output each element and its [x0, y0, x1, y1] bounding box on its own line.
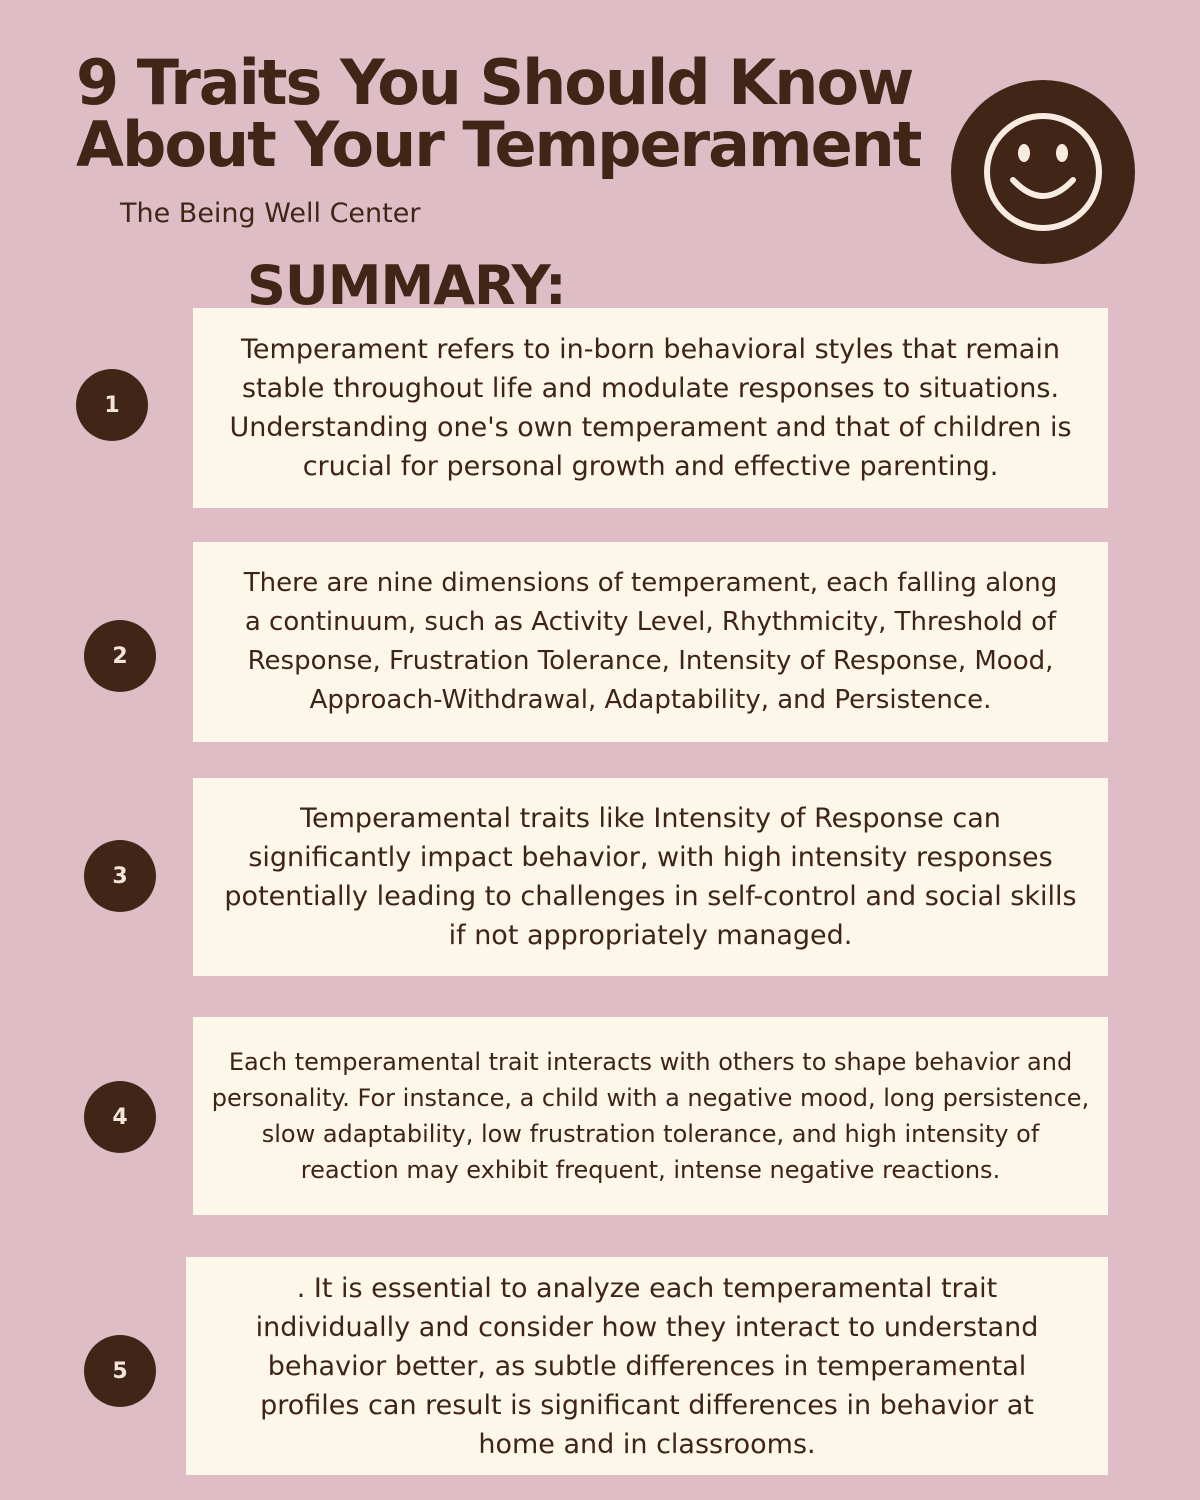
- summary-text: Each temperamental trait interacts with others to shape behavior and personality. For instance, a child with a negative mood, long persistence, slow adaptability, low frustration tolerance, and high intensity of reaction may exhibit frequent, intense negative reactions.: [211, 1048, 1090, 1184]
- item-number-badge: 5: [84, 1335, 156, 1407]
- title-line-2: About Your Temperament: [76, 108, 921, 181]
- summary-text: Temperament refers to in-born behavioral styles that remain stable throughout life and modulate responses to situations. Understanding one's own temperament and that of children is crucial for personal growth and effective parenting.: [229, 334, 1072, 482]
- summary-card: [193, 308, 1108, 508]
- summary-card: [193, 778, 1108, 976]
- summary-text: . It is essential to analyze each temperamental trait individually and consider how they interact to understand behavior better, as subtle differences in temperamental profiles can result is significant differences in behavior at home and in classrooms.: [255, 1272, 1039, 1460]
- title-line-1: 9 Traits You Should Know: [76, 46, 913, 119]
- summary-heading: SUMMARY:: [247, 254, 566, 317]
- item-number-badge: 4: [84, 1081, 156, 1153]
- summary-card: [193, 1017, 1108, 1215]
- summary-text: Temperamental traits like Intensity of Response can significantly impact behavior, with high intensity responses potentially leading to challenges in self-control and social skills if not appropriately managed.: [224, 803, 1077, 951]
- page-title: [76, 46, 936, 181]
- smiley-face-icon: [951, 80, 1135, 264]
- item-number-badge: 2: [84, 620, 156, 692]
- item-number-badge: 1: [76, 369, 148, 441]
- item-number-badge: 3: [84, 840, 156, 912]
- summary-card: [186, 1257, 1108, 1475]
- subtitle: The Being Well Center: [120, 198, 421, 229]
- summary-text: There are nine dimensions of temperament, each falling along a continuum, such as Activity Level, Rhythmicity, Threshold of Response, Frustration Tolerance, Intensity of Response, Mood, Approach-Withdrawal, Adaptability, and Persistence.: [243, 568, 1058, 715]
- summary-card: [193, 542, 1108, 742]
